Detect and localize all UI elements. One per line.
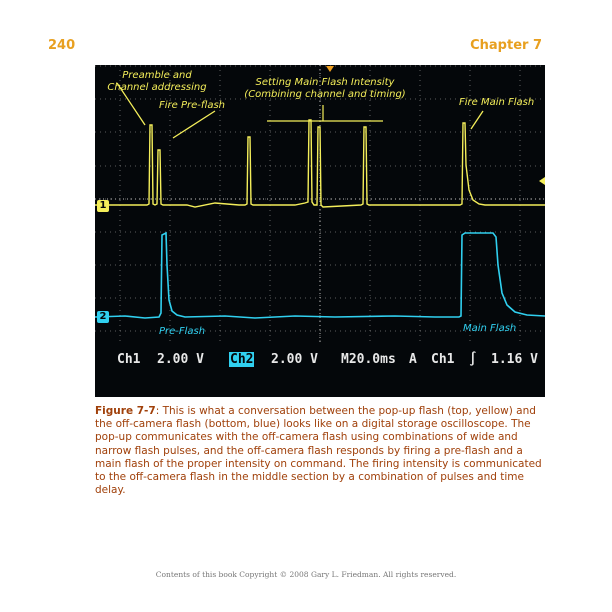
figure-caption (95, 405, 550, 497)
annotation-fire-preflash: Fire Pre-flash (159, 100, 226, 111)
ch1-label: Ch1 (117, 352, 141, 367)
trigger-level-marker (539, 177, 545, 185)
page-number: 240 (48, 38, 76, 53)
figure-label: Figure 7-7 (95, 405, 156, 417)
trigger-mode: A (409, 352, 417, 367)
ch2-value: 2.00 V (271, 352, 318, 367)
chapter-title: Chapter 7 (470, 38, 542, 53)
timebase: M20.0ms (341, 352, 396, 367)
copyright-footer: Contents of this book Copyright © 2008 Gary L. Friedman. All rights reserved. (155, 570, 457, 579)
status-bar (95, 352, 545, 372)
annotation-main-flash: Main Flash (463, 323, 517, 334)
annotation-setting-line2: (Combining channel and timing) (244, 89, 406, 100)
fire-preflash-arrow (173, 111, 215, 138)
annotation-fire-main: Fire Main Flash (459, 97, 535, 108)
trigger-level: 1.16 V (491, 352, 538, 367)
annotation-setting-line1: Setting Main Flash Intensity (255, 77, 395, 88)
fire-main-arrow (471, 111, 483, 129)
trigger-source: Ch1 (431, 352, 455, 367)
annotation-preamble: Preamble and Channel addressing (107, 70, 207, 93)
annotation-pre-flash: Pre-Flash (159, 326, 206, 337)
ch1-value: 2.00 V (157, 352, 204, 367)
oscilloscope-screenshot (95, 65, 545, 397)
ch1-marker: 1 (97, 200, 109, 212)
trigger-slope-icon: ∫ (469, 352, 477, 367)
ch2-label: Ch2 (230, 352, 254, 367)
trigger-position-marker (326, 66, 334, 72)
oscilloscope-display (95, 65, 545, 397)
ch2-marker: 2 (97, 311, 109, 323)
figure-caption-text: : This is what a conversation between the pop-up flash (top, yellow) and the off-camera flash (bottom, blue) looks like on a digital storage oscilloscope. The pop-up communicates with the off-camera flash using combinations of wide and narrow flash pulses, and the off-camera flash responds by firing a pre-flash and a main flash of the proper intensity on command. The firing intensity is communicated to the off-camera flash in the middle section by a combination of pulses and time delay. (95, 405, 542, 497)
